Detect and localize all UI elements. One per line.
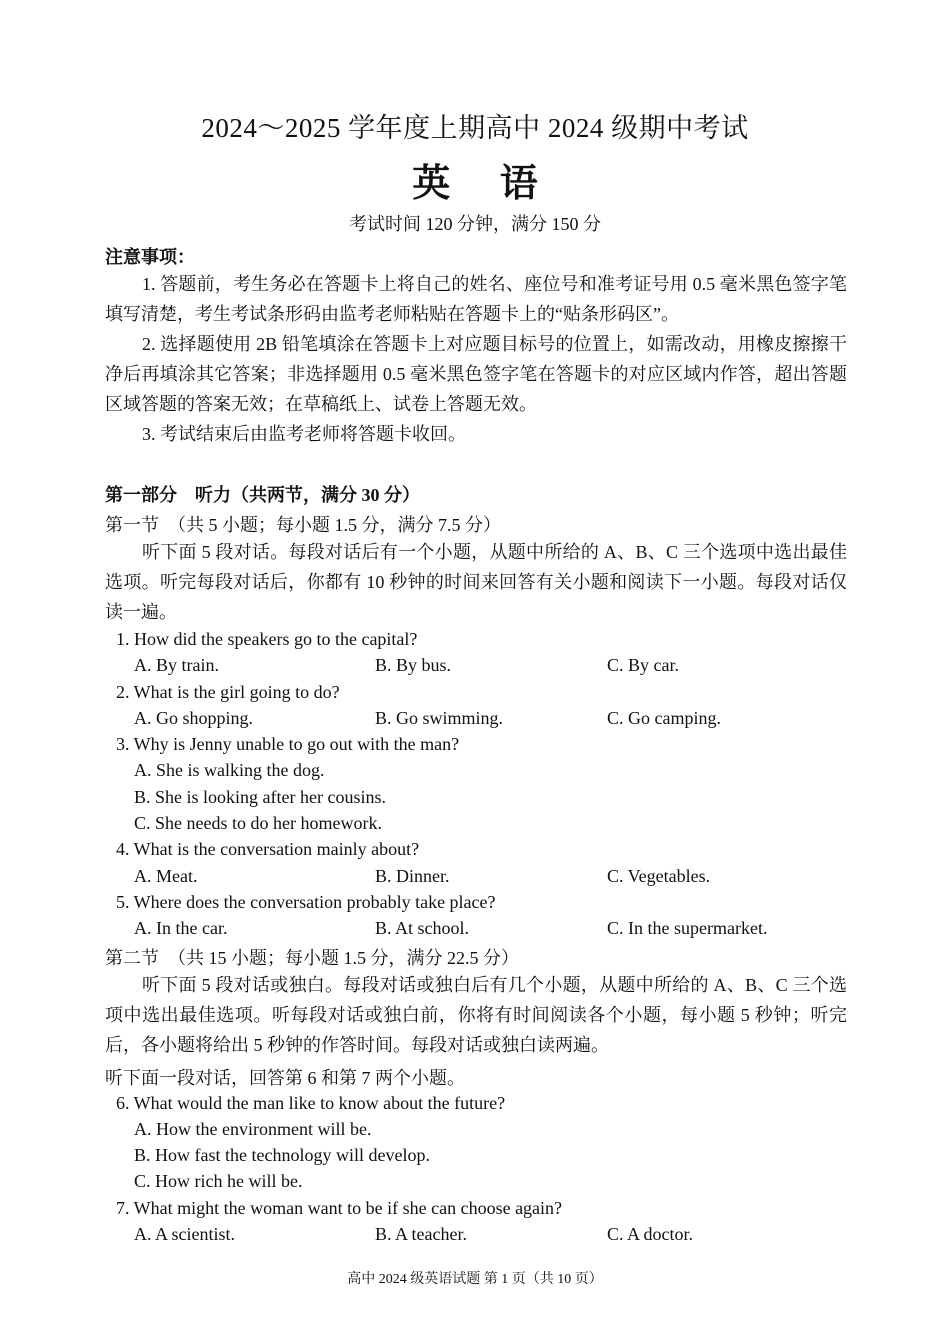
section2-sub-instruction: 听下面一段对话，回答第 6 和第 7 两个小题。 [105,1068,465,1088]
exam-info: 考试时间 120 分钟，满分 150 分 [349,214,601,234]
option-b: B. Go swimming. [375,708,504,728]
note-item-1: 1. 答题前，考生务必在答题卡上将自己的姓名、座位号和准考证号用 0.5 毫米黑色签字笔填写清楚，考生考试条形码由监考老师粘贴在答题卡上的“贴条形码区”。 [105,274,847,324]
section2-heading: 第二节 （共 15 小题；每小题 1.5 分，满分 22.5 分） [105,948,519,968]
question-stem: 4. What is the conversation mainly about? [116,839,420,859]
question-stem: 7. What might the woman want to be if she can choose again? [116,1198,563,1218]
note-item-2: 2. 选择题使用 2B 铅笔填涂在答题卡上对应题目标号的位置上，如需改动，用橡皮擦擦干净后再填涂其它答案；非选择题用 0.5 毫米黑色签字笔在答题卡的对应区域内作答，超出答题区域答题的答案无效；在草稿纸上、试卷上答题无效。 [105,334,847,414]
option-b: B. Dinner. [375,866,450,886]
option-a: A. A scientist. [134,1224,236,1244]
option-c: C. Go camping. [607,708,721,728]
option-c: C. How rich he will be. [134,1171,303,1191]
option-c: C. In the supermarket. [607,918,768,938]
option-c: C. A doctor. [607,1224,694,1244]
option-c: C. By car. [607,655,679,675]
option-b: B. By bus. [375,655,452,675]
option-b: B. A teacher. [375,1224,467,1244]
page-footer: 高中 2024 级英语试题 第 1 页（共 10 页） [347,1272,603,1287]
question-stem: 6. What would the man like to know about the future? [116,1093,506,1113]
option-a: A. By train. [134,655,219,675]
section1-heading: 第一节 （共 5 小题；每小题 1.5 分，满分 7.5 分） [105,515,501,535]
option-c: C. She needs to do her homework. [134,813,382,833]
option-a: A. She is walking the dog. [134,760,325,780]
subject-title: 英 语 [412,163,558,205]
section2-instructions: 听下面 5 段对话或独白。每段对话或独白后有几个小题，从题中所给的 A、B、C 三个选项中选出最佳选项。听每段对话或独白前，你将有时间阅读各个小题，每小题 5 秒钟；听完后，各小题将给出 5 秒钟的作答时间。每段对话或独白读两遍。 [105,975,847,1055]
question-stem: 1. How did the speakers go to the capital? [116,629,418,649]
question-stem: 3. Why is Jenny unable to go out with the man? [116,734,460,754]
option-a: A. Go shopping. [134,708,254,728]
note-item-3: 3. 考试结束后由监考老师将答题卡收回。 [142,424,466,444]
notes-heading: 注意事项： [105,247,195,267]
question-stem: 2. What is the girl going to do? [116,682,340,702]
option-b: B. She is looking after her cousins. [134,787,386,807]
section1-instructions: 听下面 5 段对话。每段对话后有一个小题，从题中所给的 A、B、C 三个选项中选出最佳选项。听完每段对话后，你都有 10 秒钟的时间来回答有关小题和阅读下一小题。每段对话仅读一遍。 [105,542,847,622]
option-b: B. How fast the technology will develop. [134,1145,430,1165]
option-c: C. Vegetables. [607,866,711,886]
option-b: B. At school. [375,918,470,938]
option-a: A. In the car. [134,918,228,938]
exam-title: 2024～2025 学年度上期高中 2024 级期中考试 [201,113,749,143]
option-a: A. Meat. [134,866,198,886]
question-stem: 5. Where does the conversation probably take place? [116,892,496,912]
part1-heading: 第一部分 听力（共两节，满分 30 分） [105,485,420,505]
option-a: A. How the environment will be. [134,1119,372,1139]
